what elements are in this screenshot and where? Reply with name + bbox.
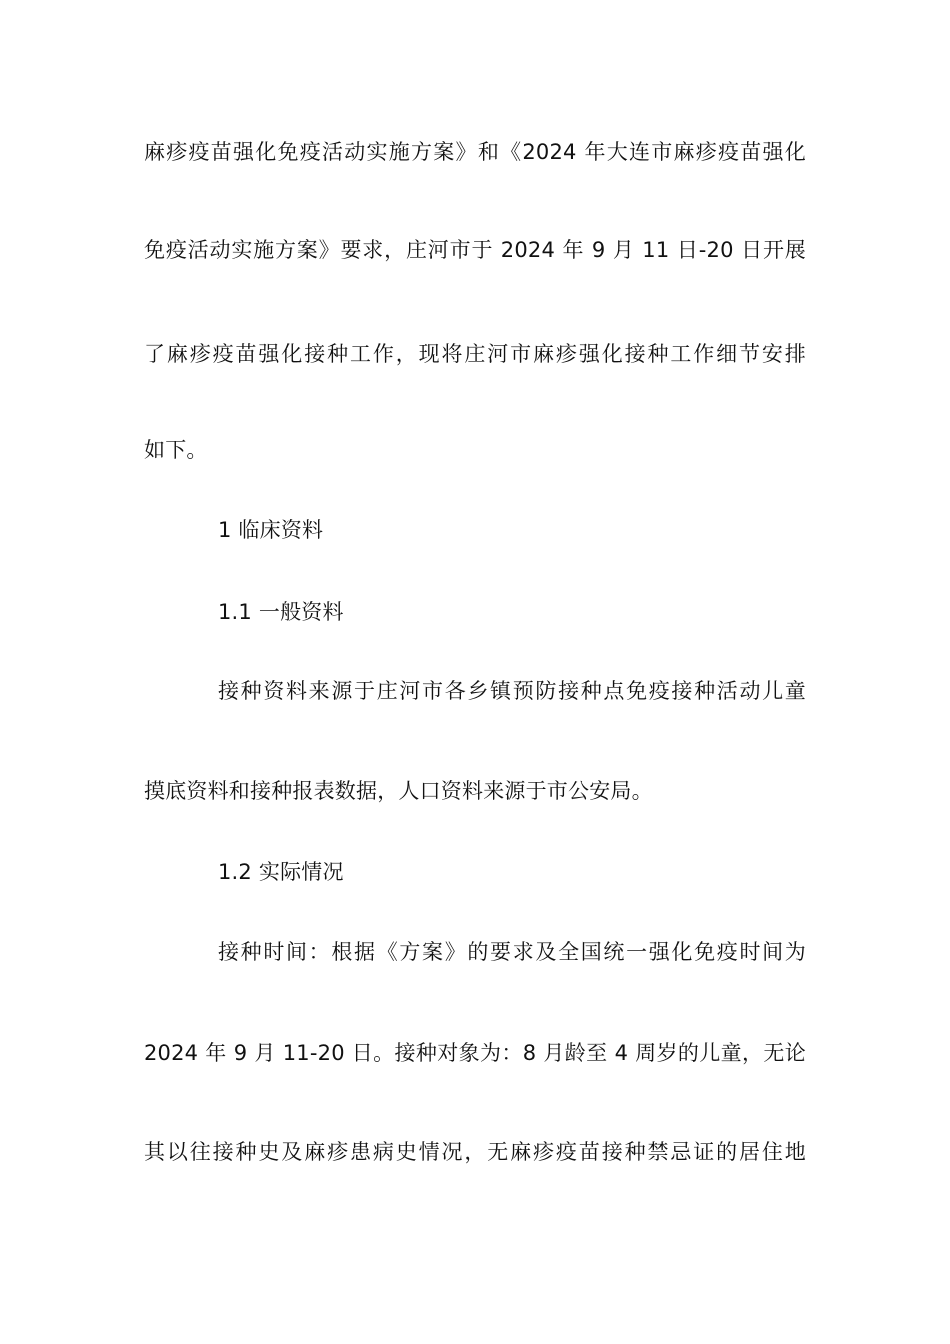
paragraph-line: 接种时间：根据《方案》的要求及全国统一强化免疫时间为 [218,940,806,964]
paragraph-line: 摸底资料和接种报表数据，人口资料来源于市公安局。 [144,779,653,803]
paragraph-line: 接种资料来源于庄河市各乡镇预防接种点免疫接种活动儿童 [218,679,806,703]
paragraph-line: 免疫活动实施方案》要求，庄河市于 2024 年 9 月 11 日-20 日开展 [144,238,806,262]
paragraph-line: 2024 年 9 月 11-20 日。接种对象为：8 月龄至 4 周岁的儿童，无论 [144,1041,806,1065]
subsection-heading: 1.1 一般资料 [218,600,344,624]
paragraph-line: 了麻疹疫苗强化接种工作，现将庄河市麻疹强化接种工作细节安排 [144,342,806,366]
subsection-heading: 1.2 实际情况 [218,860,344,884]
paragraph-line: 如下。 [144,438,208,462]
paragraph-line: 其以往接种史及麻疹患病史情况，无麻疹疫苗接种禁忌证的居住地 [144,1140,806,1164]
paragraph-line: 麻疹疫苗强化免疫活动实施方案》和《2024 年大连市麻疹疫苗强化 [144,140,806,164]
section-heading: 1 临床资料 [218,518,324,542]
